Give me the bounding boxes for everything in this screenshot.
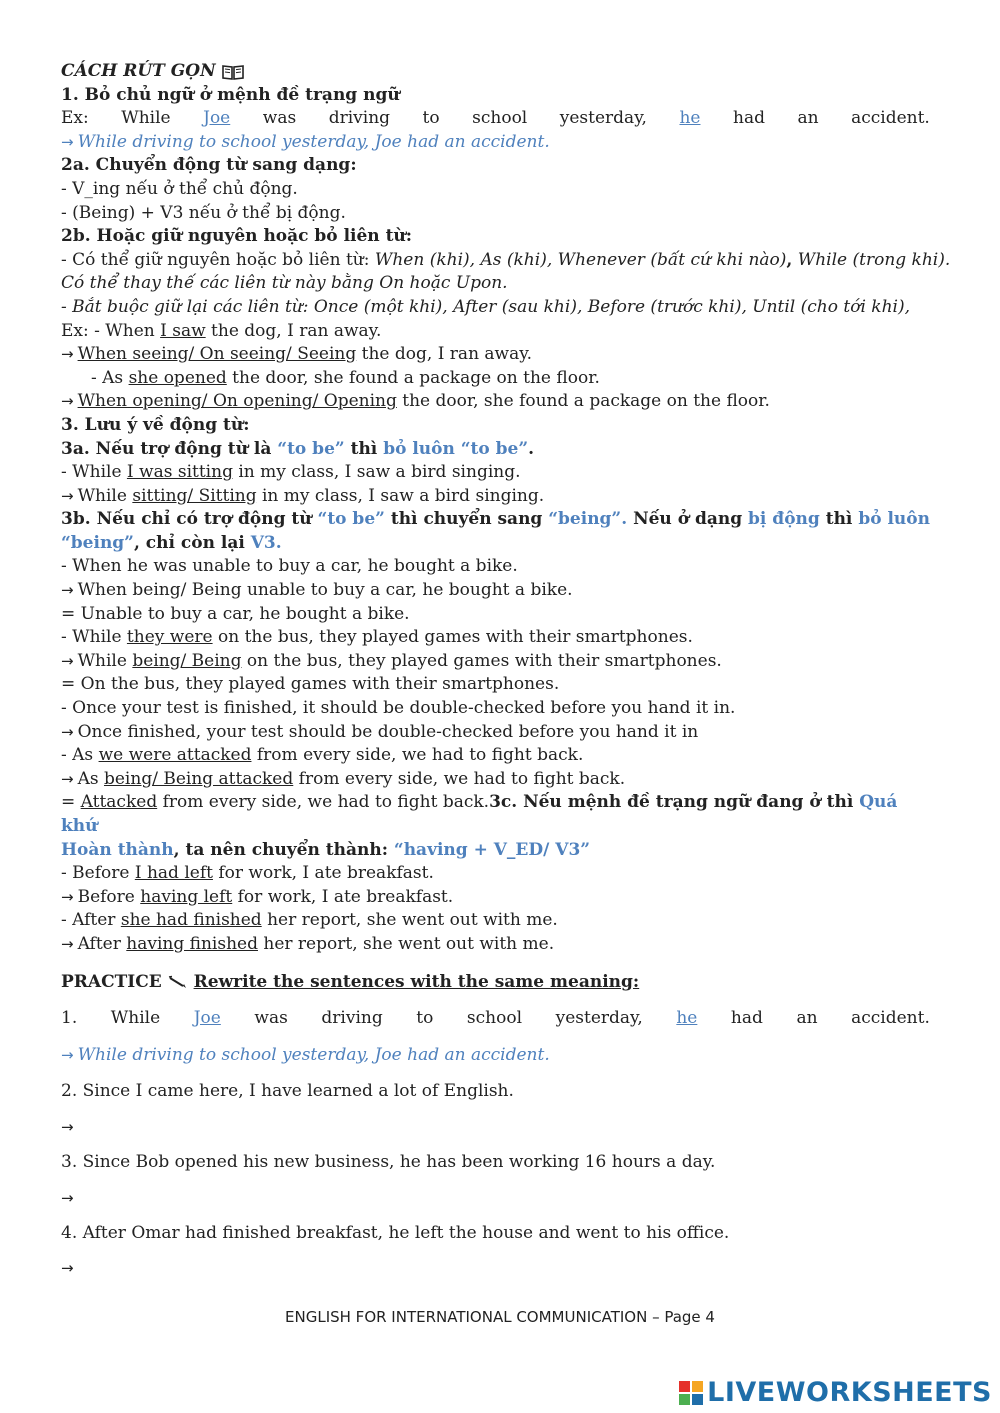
practice-header <box>61 971 930 995</box>
underlined-text: When opening/ On opening/ Opening <box>77 391 397 412</box>
text: , chỉ còn lại <box>133 532 251 553</box>
arrow-icon: → <box>61 486 74 505</box>
text: her report, she went out with me. <box>261 910 558 931</box>
text: thì <box>344 438 384 459</box>
section-3c-title-cont <box>61 839 930 863</box>
text: - As <box>91 367 129 388</box>
underlined-text: I saw <box>160 320 206 341</box>
text: from every side, we had to fight back. <box>293 768 626 789</box>
text: the door, she found a package on the floor. <box>226 367 600 388</box>
text: - After <box>61 910 121 931</box>
list-item: - (Being) + V3 nếu ở thể bị động. <box>61 202 346 223</box>
word: had <box>733 108 765 129</box>
section-1-result <box>61 131 930 155</box>
text: from every side, we had to fight back. <box>157 792 490 813</box>
section-2b-title: 2b. Hoặc giữ nguyên hoặc bỏ liên từ: <box>61 226 413 247</box>
example-line <box>61 626 930 650</box>
word: yesterday, <box>555 1008 643 1029</box>
word: was <box>262 108 297 129</box>
word: driving <box>328 108 391 129</box>
example-line <box>61 744 930 768</box>
text: - While <box>61 627 127 648</box>
text: Once finished, your test should be double-checked before you hand it in <box>77 721 699 742</box>
word: thì <box>825 509 853 530</box>
logo-square <box>692 1394 703 1405</box>
word: school <box>466 1008 523 1029</box>
underlined-text: having left <box>140 886 233 907</box>
example-answer <box>61 721 930 745</box>
worksheet-page <box>61 60 951 1279</box>
example-line <box>61 862 930 886</box>
practice-answer-4[interactable] <box>61 1257 930 1279</box>
answer-text: While driving to school yesterday, Joe had an accident. <box>77 1044 550 1065</box>
practice-answer-2[interactable] <box>61 1116 930 1138</box>
heading-title: CÁCH RÚT GỌN <box>61 61 216 81</box>
arrow-icon: → <box>61 1117 74 1136</box>
arrow-icon: → <box>61 1259 74 1278</box>
text: While <box>77 650 133 671</box>
underlined-text: Attacked <box>80 792 158 813</box>
text: on the bus, they played games with their smartphones. <box>241 650 722 671</box>
logo-square <box>679 1381 690 1392</box>
example-line <box>61 320 930 344</box>
spacer <box>61 957 930 971</box>
example-line <box>61 909 930 933</box>
arrow-icon: → <box>61 132 74 151</box>
practice-question-4: 4. After Omar had finished breakfast, he left the house and went to his office. <box>61 1222 730 1243</box>
conjunctions: Once (một khi), After (sau khi), Before (trước khi), Until (cho tới khi), <box>313 296 911 317</box>
text: While <box>77 485 133 506</box>
brand-name: LIVEWORKSHEETS <box>707 1377 992 1408</box>
conjunctions: When (khi), As (khi), Whenever (bất cứ khi nào) <box>374 249 787 270</box>
text: , <box>786 249 793 270</box>
text: the dog, I ran away. <box>205 320 382 341</box>
word: driving <box>321 1008 383 1029</box>
underlined-text: having finished <box>126 933 258 954</box>
section-2b-line-1 <box>61 249 951 273</box>
example-answer <box>61 390 930 414</box>
text: - Before <box>61 863 135 884</box>
word: 1. <box>61 1008 78 1029</box>
subject-link-joe: Joe <box>193 1008 221 1029</box>
practice-question-1 <box>61 1007 930 1031</box>
logo-square <box>679 1394 690 1405</box>
example-equivalent-with-3c <box>61 791 930 838</box>
example-line <box>61 367 930 391</box>
word: an <box>796 1008 818 1029</box>
arrow-icon: → <box>61 1045 74 1064</box>
text: - As <box>61 745 99 766</box>
highlight: “having + V_ED/ V3” <box>393 839 591 860</box>
conjunctions: While (trong khi). <box>792 249 951 270</box>
liveworksheets-logo[interactable] <box>679 1377 992 1408</box>
arrow-icon: → <box>61 392 74 411</box>
text: . <box>528 438 535 459</box>
practice-answer-1 <box>61 1044 930 1068</box>
word: dạng <box>694 509 743 530</box>
highlight: “being”. <box>548 509 628 530</box>
text: After <box>77 933 127 954</box>
example-answer <box>61 933 930 957</box>
underlined-text: being/ Being <box>132 650 242 671</box>
word: 3b. <box>61 509 91 530</box>
subject-link-he: he <box>676 1008 698 1029</box>
practice-label: PRACTICE <box>61 971 162 992</box>
arrow-icon: → <box>61 1188 74 1207</box>
word: Ex: <box>61 108 89 129</box>
text: the door, she found a package on the floor. <box>396 391 770 412</box>
text: - Bắt buộc giữ lại các liên từ: <box>61 296 314 317</box>
example-answer <box>61 485 930 509</box>
word: trợ <box>203 509 233 530</box>
logo-mark-icon <box>679 1381 703 1405</box>
practice-question-2: 2. Since I came here, I have learned a lot of English. <box>61 1081 514 1102</box>
underlined-text: When seeing/ On seeing/ Seeing <box>77 344 357 365</box>
arrow-icon: → <box>61 345 74 364</box>
list-item: - V_ing nếu ở thể chủ động. <box>61 178 298 199</box>
text: in my class, I saw a bird singing. <box>232 462 521 483</box>
underlined-text: she had finished <box>120 910 262 931</box>
underlined-text: sitting/ Sitting <box>132 485 257 506</box>
highlight: “to be” <box>277 438 345 459</box>
word: While <box>121 108 171 129</box>
section-3b-title <box>61 508 930 532</box>
underlined-text: I had left <box>134 863 213 884</box>
example-line: - Once your test is finished, it should be double-checked before you hand it in. <box>61 698 736 719</box>
example-answer <box>61 768 930 792</box>
word: động <box>238 509 286 530</box>
practice-answer-3[interactable] <box>61 1187 930 1209</box>
underlined-text: she opened <box>128 367 227 388</box>
word: thì <box>390 509 418 530</box>
highlight: Quá khứ <box>61 792 898 836</box>
word: had <box>730 1008 763 1029</box>
underlined-text: they were <box>126 627 213 648</box>
section-1-example <box>61 107 930 131</box>
text: Before <box>77 886 141 907</box>
word: từ <box>291 509 312 530</box>
highlight: bỏ luôn <box>858 509 930 530</box>
text: the dog, I ran away. <box>356 344 532 365</box>
text: from every side, we had to fight back. <box>251 745 584 766</box>
highlight: Hoàn thành <box>61 839 174 860</box>
highlight: V3. <box>250 532 282 553</box>
text: for work, I ate breakfast. <box>232 886 454 907</box>
word: to <box>422 108 440 129</box>
text: - Có thể giữ nguyên hoặc bỏ liên từ: <box>61 249 375 270</box>
text: on the bus, they played games with their smartphones. <box>212 627 693 648</box>
text: - While <box>61 462 127 483</box>
subject-link-joe: Joe <box>203 108 231 129</box>
text: = <box>61 792 81 813</box>
example-equivalent: = Unable to buy a car, he bought a bike. <box>61 603 410 624</box>
section-2b-line-2: Có thể thay thế các liên từ này bằng On hoặc Upon. <box>61 273 508 294</box>
underlined-text: being/ Being attacked <box>103 768 294 789</box>
text: As <box>77 768 104 789</box>
example-answer <box>61 886 930 910</box>
arrow-icon: → <box>61 887 74 906</box>
section-3a-title <box>61 438 930 462</box>
word: Nếu <box>633 509 672 530</box>
highlight: “being” <box>61 532 134 553</box>
subject-link-he: he <box>679 108 701 129</box>
practice-instruction: Rewrite the sentences with the same meaning: <box>193 971 640 992</box>
word: accident. <box>851 108 930 129</box>
word: có <box>176 509 198 530</box>
text: 3a. Nếu trợ động từ là <box>61 438 278 459</box>
example-line: - When he was unable to buy a car, he bought a bike. <box>61 556 518 577</box>
underlined-text: we were attacked <box>98 745 252 766</box>
text: , ta nên chuyển thành: <box>173 839 394 860</box>
arrow-icon: → <box>61 581 74 600</box>
text: Ex: - When <box>61 320 161 341</box>
text: in my class, I saw a bird singing. <box>256 485 545 506</box>
word: chỉ <box>141 509 171 530</box>
pen-icon <box>168 975 188 989</box>
word: accident. <box>851 1008 930 1029</box>
highlight: bỏ luôn “to be” <box>383 438 529 459</box>
text: her report, she went out with me. <box>257 933 555 954</box>
arrow-icon: → <box>61 651 74 670</box>
word: yesterday, <box>559 108 647 129</box>
section-2a-title: 2a. Chuyển động từ sang dạng: <box>61 155 357 176</box>
highlight: “to be” <box>317 509 385 530</box>
word: to <box>416 1008 434 1029</box>
book-icon <box>222 64 244 80</box>
example-answer <box>61 650 930 674</box>
arrow-icon: → <box>61 934 74 953</box>
practice-question-3: 3. Since Bob opened his new business, he has been working 16 hours a day. <box>61 1151 716 1172</box>
word: ở <box>677 509 690 530</box>
example-answer <box>61 343 930 367</box>
text: for work, I ate breakfast. <box>212 863 434 884</box>
arrow-icon: → <box>61 722 74 741</box>
section-1-title: 1. Bỏ chủ ngữ ở mệnh đề trạng ngữ <box>61 84 400 105</box>
text: When being/ Being unable to buy a car, he bought a bike. <box>77 580 573 601</box>
underlined-text: I was sitting <box>126 462 233 483</box>
word: chuyển <box>423 509 492 530</box>
section-2b-line-3 <box>61 296 930 320</box>
example-answer <box>61 579 930 603</box>
section-3b-title-cont <box>61 532 930 556</box>
word: was <box>254 1008 288 1029</box>
word: While <box>110 1008 161 1029</box>
section-3-title: 3. Lưu ý về động từ: <box>61 414 250 435</box>
word: sang <box>497 509 543 530</box>
page-footer: ENGLISH FOR INTERNATIONAL COMMUNICATION – Page 4 <box>285 1308 715 1326</box>
word: Nếu <box>96 509 136 530</box>
example-equivalent: = On the bus, they played games with their smartphones. <box>61 674 560 695</box>
section-heading <box>61 60 930 84</box>
result-text: While driving to school yesterday, Joe had an accident. <box>77 131 550 152</box>
word: an <box>797 108 819 129</box>
highlight: bị động <box>748 509 820 530</box>
word: school <box>472 108 528 129</box>
arrow-icon: → <box>61 769 74 788</box>
section-3c-title: 3c. Nếu mệnh đề trạng ngữ đang ở thì <box>489 792 860 813</box>
logo-square <box>692 1381 703 1392</box>
example-line <box>61 461 930 485</box>
